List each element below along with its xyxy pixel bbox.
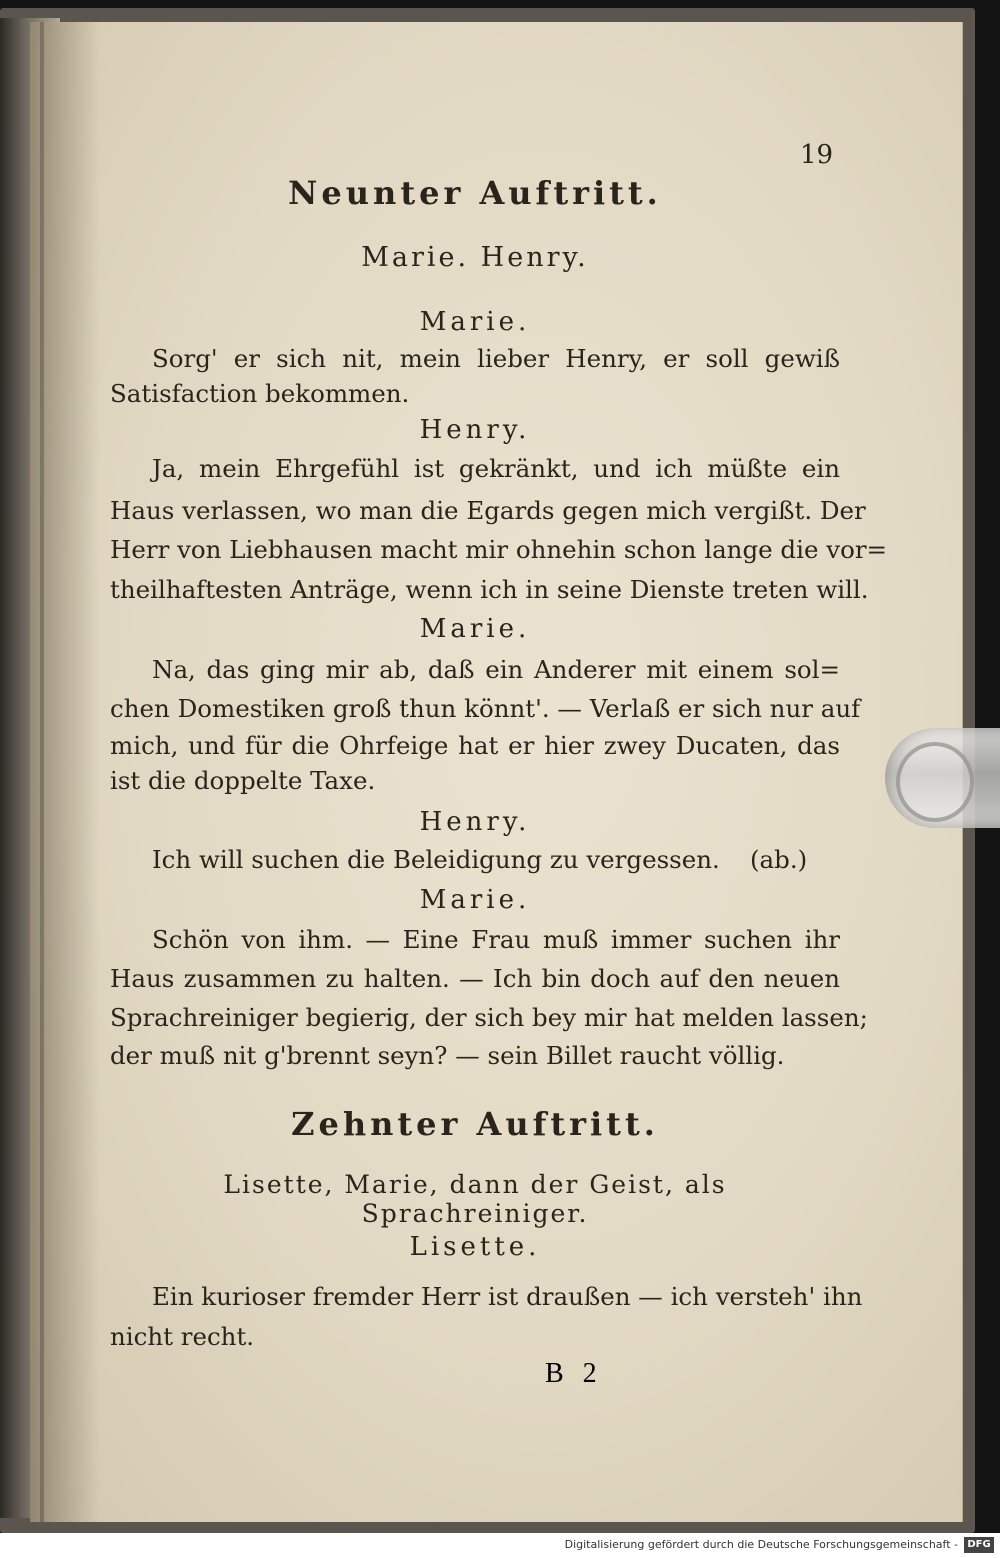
speech-line: mich, und für die Ohrfeige hat er hier zwey Ducaten, das (110, 731, 840, 760)
scene-heading: Neunter Auftritt. (288, 174, 662, 212)
speech-line: nicht recht. (110, 1322, 255, 1351)
digitization-footer (0, 1533, 1000, 1558)
printer-signature-mark: B 2 (545, 1358, 603, 1389)
speech-line: der muß nit g'brennt seyn? — sein Billet raucht völlig. (110, 1041, 785, 1070)
speech-line: Herr von Liebhausen macht mir ohnehin schon lange die vor= (110, 535, 888, 564)
speech-line: theilhaftesten Anträge, wenn ich in seine Dienste treten will. (110, 575, 869, 604)
speech-line: Ein kurioser fremder Herr ist draußen — ich versteh' ihn (152, 1282, 863, 1311)
speech-line: Na, das ging mir ab, daß ein Anderer mit einem sol= (152, 655, 840, 684)
page-number: 19 (800, 140, 834, 170)
speech-line: chen Domestiken groß thun könnt'. — Verlaß er sich nur auf (110, 694, 861, 723)
speech-line: Haus verlassen, wo man die Egards gegen mich vergißt. Der (110, 496, 866, 525)
speaker-name: Henry. (419, 415, 531, 445)
stage-direction: (ab.) (750, 845, 808, 874)
speech-line: Sprachreiniger begierig, der sich bey mir hat melden lassen; (110, 1003, 868, 1032)
scene-cast: Marie. Henry. (361, 242, 589, 273)
scene-cast: Lisette, Marie, dann der Geist, als Sprachreiniger. (223, 1170, 727, 1228)
scene-heading: Zehnter Auftritt. (291, 1105, 659, 1143)
speech-line: Schön von ihm. — Eine Frau muß immer suchen ihr (152, 925, 840, 954)
speech-line: Haus zusammen zu halten. — Ich bin doch auf den neuen (110, 964, 840, 993)
speech-line: Satisfaction bekommen. (110, 379, 410, 408)
speech-line: Sorg' er sich nit, mein lieber Henry, er soll gewiß (152, 344, 840, 373)
speaker-name: Henry. (419, 807, 531, 837)
page-holder-ring (896, 742, 974, 822)
speech-line: ist die doppelte Taxe. (110, 766, 376, 795)
spine-fold (40, 22, 44, 1522)
funding-credit: Digitalisierung gefördert durch die Deutsche Forschungsgemeinschaft - (564, 1538, 958, 1551)
paper-page (30, 22, 963, 1522)
speaker-name: Marie. (419, 307, 531, 337)
speaker-name: Marie. (419, 614, 531, 644)
speech-line: Ja, mein Ehrgefühl ist gekränkt, und ich müßte ein (152, 454, 840, 483)
speaker-name: Marie. (419, 885, 531, 915)
speech-line: Ich will suchen die Beleidigung zu vergessen. (152, 845, 720, 874)
dfg-logo: DFG (964, 1537, 994, 1553)
speaker-name: Lisette. (409, 1232, 541, 1262)
speech-with-direction (110, 845, 882, 874)
